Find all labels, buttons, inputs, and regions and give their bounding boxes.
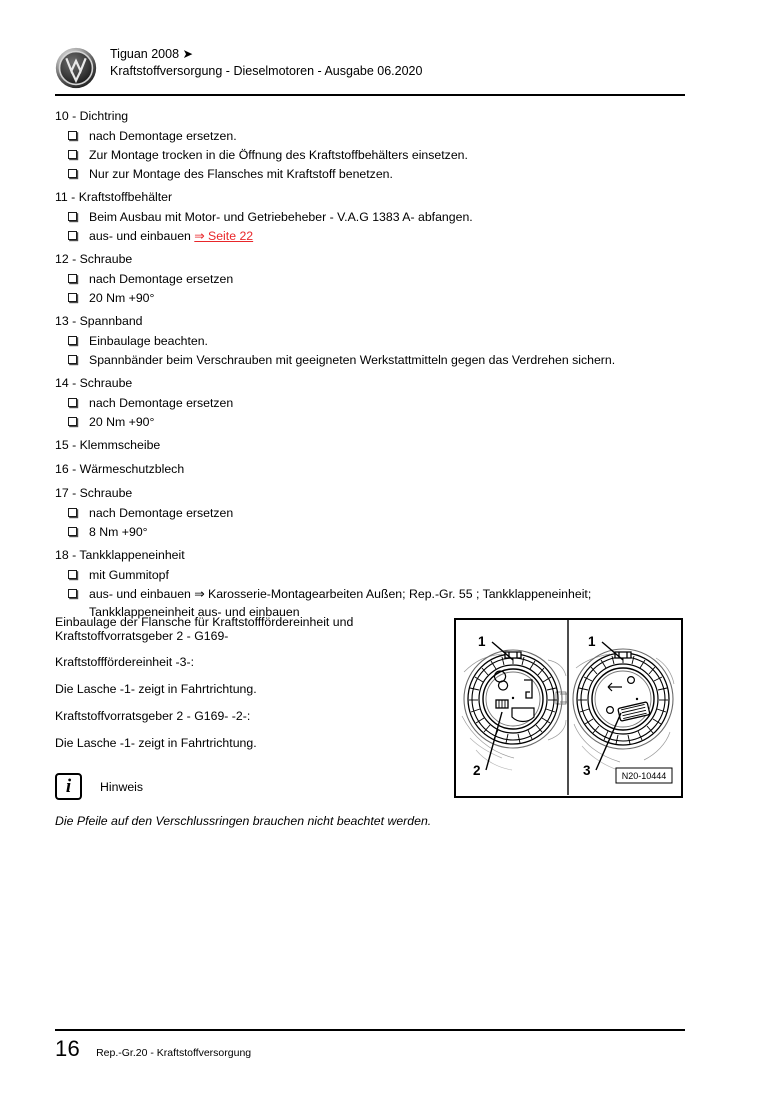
checkbox-bullet-icon: [68, 355, 77, 364]
part-item-bullet-text: Beim Ausbau mit Motor- und Getriebeheber - V.A.G 1383 A- abfangen.: [89, 210, 473, 224]
part-item-title: 18 - Tankklappeneinheit: [55, 548, 185, 562]
page-footer: [55, 1036, 251, 1062]
part-item-bullet-row: [68, 523, 695, 541]
right-plate-markings: [607, 677, 650, 722]
header-subject-line: Kraftstoffversorgung - Dieselmotoren - Ausgabe 06.2020: [110, 64, 423, 78]
cross-reference-link[interactable]: ⇒ Seite 22: [194, 229, 254, 243]
header-model-line: Tiguan 2008 ➤: [110, 47, 193, 61]
part-item-title: 11 - Kraftstoffbehälter: [55, 190, 173, 204]
part-item-bullet-text: Einbaulage beachten.: [89, 334, 208, 348]
callout-right-top: 1: [588, 634, 596, 649]
right-flange-rings: [573, 649, 673, 749]
part-item-bullet-text: nach Demontage ersetzen: [89, 396, 234, 410]
part-item-title: 13 - Spannband: [55, 314, 143, 328]
left-plate-markings: [495, 671, 534, 721]
part-item-bullet-row: [68, 566, 695, 584]
flange-orientation-figure: [454, 618, 683, 798]
part-item-bullet-row: [68, 289, 695, 307]
part-item-bullet-text: nach Demontage ersetzen.: [89, 129, 237, 143]
checkbox-bullet-icon: [68, 293, 77, 302]
checkbox-bullet-icon: [68, 508, 77, 517]
figure-image-id: [616, 768, 672, 783]
part-item-bullet-text: 20 Nm +90°: [89, 415, 155, 429]
checkbox-bullet-icon: [68, 150, 77, 159]
checkbox-bullet-icon: [68, 570, 77, 579]
callout-left-bottom: 2: [473, 763, 481, 778]
callout-right-bottom: 3: [583, 763, 591, 778]
sender-unit-label: Kraftstoffvorratsgeber 2 - G169- -2-:: [55, 709, 251, 723]
checkbox-bullet-icon: [68, 417, 77, 426]
section-heading: Einbaulage der Flansche für Kraftstofffördereinheit und Kraftstoffvorratsgeber 2 - G169-: [55, 615, 354, 643]
figure-drawing: [456, 620, 680, 795]
part-item-bullet-text: Spannbänder beim Verschrauben mit geeigneten Werkstattmitteln gegen das Verdrehen sichern.: [89, 353, 616, 367]
part-item-bullet-row: [68, 332, 695, 350]
parts-list: [55, 106, 695, 621]
part-item-title: 10 - Dichtring: [55, 109, 129, 123]
checkbox-bullet-icon: [68, 131, 77, 140]
volkswagen-logo-icon: [55, 47, 97, 89]
svg-text:N20-10444: N20-10444: [621, 771, 667, 781]
sender-unit-direction: Die Lasche -1- zeigt in Fahrtrichtung.: [55, 736, 257, 750]
pump-unit-direction: Die Lasche -1- zeigt in Fahrtrichtung.: [55, 682, 257, 696]
note-header: [55, 773, 445, 800]
part-item-bullet-text: mit Gummitopf: [89, 568, 169, 582]
info-icon-glyph: i: [65, 776, 72, 797]
pump-unit-label: Kraftstofffördereinheit -3-:: [55, 655, 194, 669]
part-item-bullet-row: [68, 351, 695, 369]
part-item-bullet-row: [68, 413, 695, 431]
checkbox-bullet-icon: [68, 527, 77, 536]
part-item-bullet-text: nach Demontage ersetzen: [89, 506, 234, 520]
part-item-title: 15 - Klemmscheibe: [55, 438, 161, 452]
checkbox-bullet-icon: [68, 231, 77, 240]
page-number: 16: [55, 1036, 81, 1061]
part-item-bullet-text: Zur Montage trocken in die Öffnung des Kraftstoffbehälters einsetzen.: [89, 148, 468, 162]
page-header: [55, 46, 685, 92]
part-item-bullet-row: [68, 394, 695, 412]
footer-divider: [55, 1029, 685, 1031]
part-item-bullet-row: [68, 146, 695, 164]
checkbox-bullet-icon: [68, 398, 77, 407]
installation-notes-section: [55, 615, 445, 841]
note-label: Hinweis: [100, 779, 144, 794]
callout-left-top: 1: [478, 634, 486, 649]
bullet-text-segment: aus- und einbauen: [89, 229, 195, 243]
part-item-title: 17 - Schraube: [55, 486, 133, 500]
checkbox-bullet-icon: [68, 169, 77, 178]
part-item-bullet-row: [68, 127, 695, 145]
checkbox-bullet-icon: [68, 589, 77, 598]
part-item-bullet-row: [68, 165, 695, 183]
part-item-title: 16 - Wärmeschutzblech: [55, 462, 185, 476]
header-titles: [110, 46, 422, 80]
part-item-bullet-text: [89, 227, 695, 245]
info-icon: [55, 773, 82, 800]
checkbox-bullet-icon: [68, 212, 77, 221]
part-item-bullet-text: 20 Nm +90°: [89, 291, 155, 305]
part-item-title: 12 - Schraube: [55, 252, 133, 266]
header-divider: [55, 94, 685, 96]
part-item-bullet-text: nach Demontage ersetzen: [89, 272, 234, 286]
checkbox-bullet-icon: [68, 274, 77, 283]
part-item-bullet-text: 8 Nm +90°: [89, 525, 148, 539]
part-item-title: 14 - Schraube: [55, 376, 133, 390]
part-item-bullet-row: [68, 504, 695, 522]
part-item-bullet-row: [68, 227, 695, 245]
footer-chapter: Rep.-Gr.20 - Kraftstoffversorgung: [96, 1047, 252, 1059]
checkbox-bullet-icon: [68, 336, 77, 345]
note-body: Die Pfeile auf den Verschlussringen brauchen nicht beachtet werden.: [55, 814, 432, 828]
part-item-bullet-text: Nur zur Montage des Flansches mit Kraftstoff benetzen.: [89, 167, 393, 181]
part-item-bullet-row: [68, 208, 695, 226]
part-item-bullet-text: aus- und einbauen ⇒ Karosserie-Montagearbeiten Außen; Rep.-Gr. 55 ; Tankklappeneinheit; Tankklappeneinheit aus- und einbauen: [89, 587, 592, 619]
part-item-bullet-row: [68, 270, 695, 288]
